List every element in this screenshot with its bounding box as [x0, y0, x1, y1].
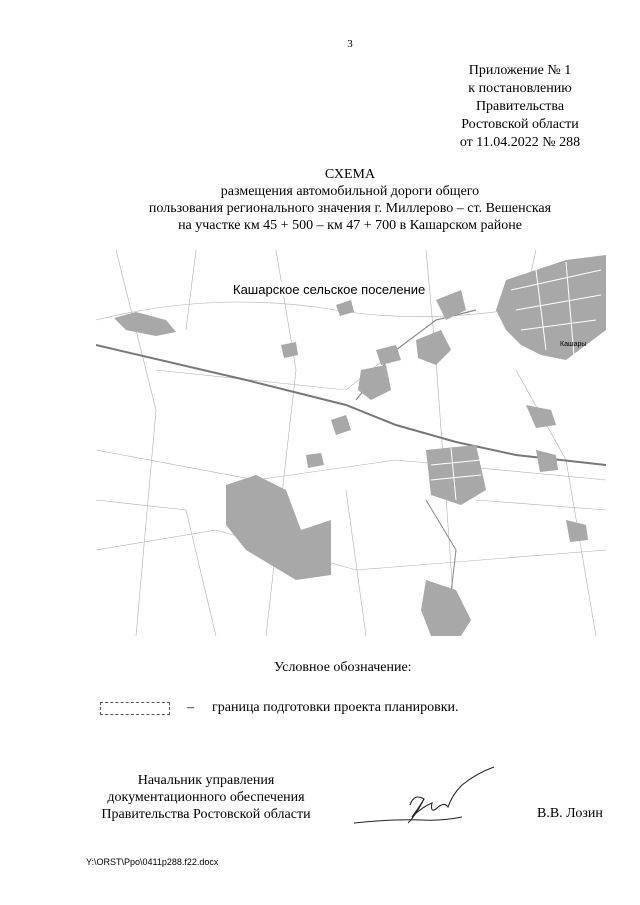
appendix-line: к постановлению — [468, 81, 572, 96]
legend-dash: – — [187, 700, 194, 715]
handwritten-signature — [352, 765, 502, 835]
map-caption: Кашарское сельское поселение — [230, 282, 428, 297]
title-line: на участке км 45 + 500 – км 47 + 700 в Кашарском районе — [178, 218, 522, 233]
appendix-line: Ростовской области — [461, 117, 579, 132]
title-line: СХЕМА — [324, 167, 376, 182]
file-path: Y:\ORST\Ppo\0411p288.f22.docx — [86, 857, 219, 867]
signatory-position — [90, 772, 322, 823]
signatory-name: В.В. Лозин — [537, 806, 603, 821]
position-line: документационного обеспечения — [107, 790, 305, 805]
legend-boundary-symbol — [100, 702, 170, 715]
title-line: пользования регионального значения г. Миллерово – ст. Вешенская — [148, 201, 552, 216]
scheme-map — [96, 250, 606, 636]
appendix-line: Приложение № 1 — [468, 63, 572, 78]
title-line: размещения автомобильной дороги общего — [220, 184, 480, 199]
page-number: 3 — [347, 38, 353, 50]
appendix-header — [440, 62, 600, 152]
appendix-line: Правительства — [475, 99, 565, 114]
position-line: Правительства Ростовской области — [101, 807, 311, 822]
appendix-line: от 11.04.2022 № 288 — [459, 135, 581, 150]
map-drawing — [96, 250, 606, 636]
document-title — [100, 166, 600, 234]
legend-title: Условное обозначение: — [274, 660, 412, 675]
settlement-label: Кашары — [560, 341, 587, 348]
legend-description: граница подготовки проекта планировки. — [212, 700, 459, 715]
signature-drawing — [352, 765, 502, 830]
position-line: Начальник управления — [137, 773, 275, 788]
